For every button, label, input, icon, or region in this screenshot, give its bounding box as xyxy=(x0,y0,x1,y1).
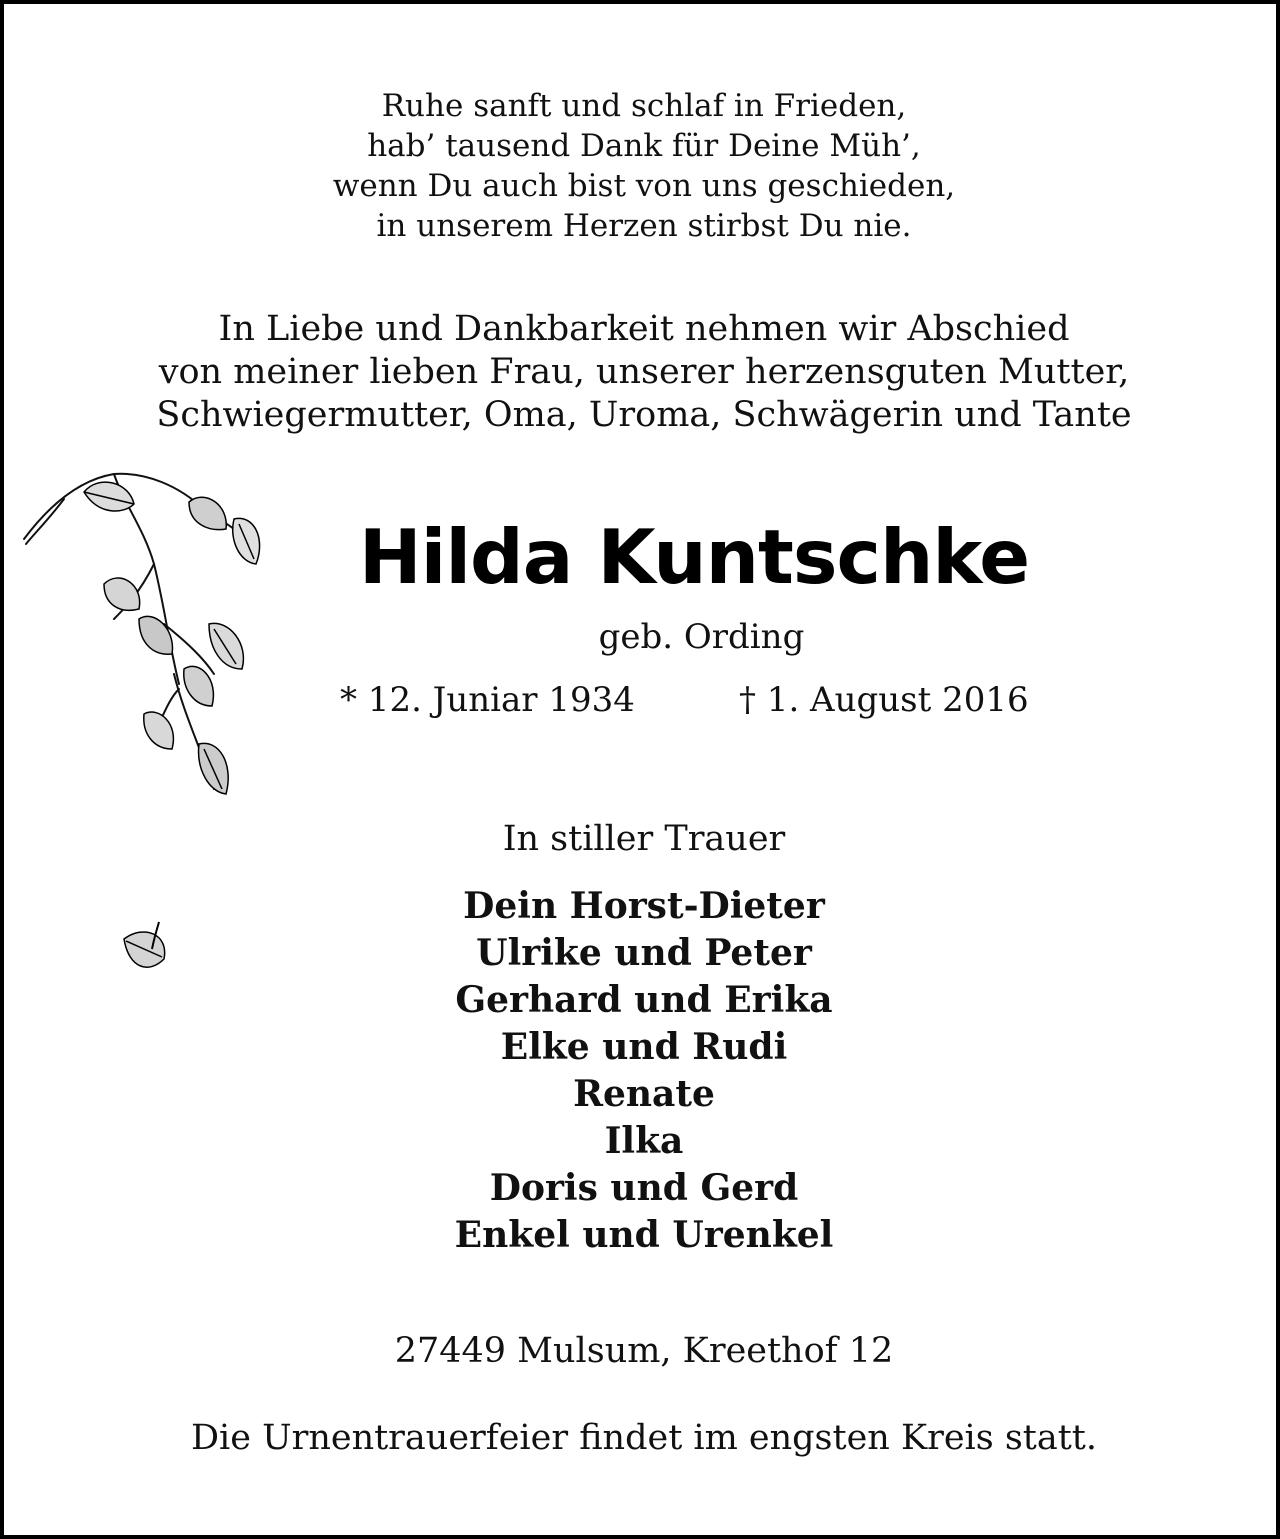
family-list xyxy=(4,883,1280,1259)
family-member: Renate xyxy=(573,1073,715,1115)
family-member: Gerhard und Erika xyxy=(455,979,833,1021)
death-date: † 1. August 2016 xyxy=(739,680,1029,720)
family-member: Ilka xyxy=(604,1120,684,1162)
poem-line: Ruhe sanft und schlaf in Frieden, xyxy=(381,88,907,124)
farewell-text xyxy=(4,308,1280,437)
farewell-line: Schwiegermutter, Oma, Uroma, Schwägerin und Tante xyxy=(156,395,1132,435)
poem xyxy=(4,86,1280,246)
birth-name: geb. Ording xyxy=(598,617,805,657)
family-member: Doris und Gerd xyxy=(489,1167,799,1209)
poem-line: wenn Du auch bist von uns geschieden, xyxy=(332,168,956,204)
address: 27449 Mulsum, Kreethof 12 xyxy=(394,1331,894,1371)
farewell-line: In Liebe und Dankbarkeit nehmen wir Abschied xyxy=(218,309,1070,349)
family-member: Ulrike und Peter xyxy=(476,932,812,974)
poem-line: hab’ tausend Dank für Deine Müh’, xyxy=(367,128,921,164)
family-member: Enkel und Urenkel xyxy=(454,1214,834,1256)
poem-line: in unserem Herzen stirbst Du nie. xyxy=(376,208,912,244)
birth-date: * 12. Juniar 1934 xyxy=(340,680,635,720)
farewell-line: von meiner lieben Frau, unserer herzensguten Mutter, xyxy=(158,352,1130,392)
deceased-name: Hilda Kuntschke xyxy=(358,513,1030,601)
mourning-heading: In stiller Trauer xyxy=(502,819,786,859)
family-member: Elke und Rudi xyxy=(500,1026,788,1068)
ceremony-note: Die Urnentrauerfeier findet im engsten Kreis statt. xyxy=(191,1418,1097,1458)
family-member: Dein Horst-Dieter xyxy=(463,885,825,927)
